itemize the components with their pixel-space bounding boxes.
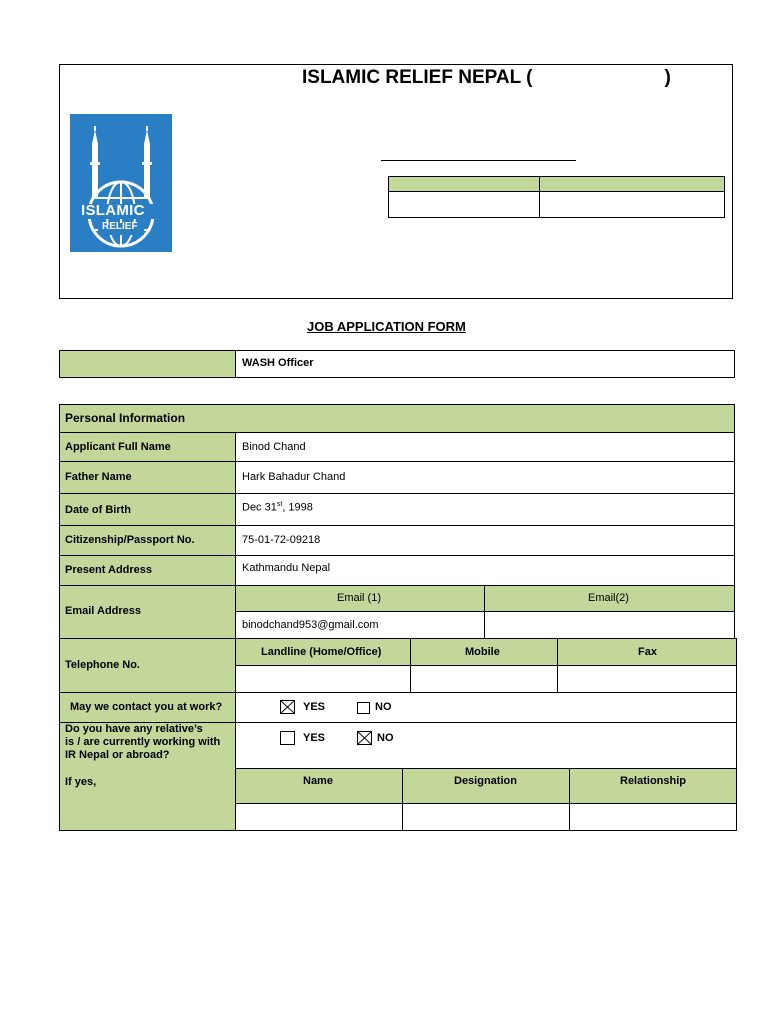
contact-work-yes-label: YES (303, 701, 326, 713)
address-field[interactable] (235, 555, 735, 586)
mobile-header-label: Mobile (465, 646, 500, 658)
relatives-label-line1: Do you have any relative’s (65, 723, 203, 735)
relatives-if-yes-label: If yes, (65, 776, 97, 788)
logo-text-islamic: ISLAMIC (81, 202, 145, 219)
relatives-no-checkbox[interactable] (357, 731, 372, 745)
org-title-text: ISLAMIC RELIEF NEPAL ( (302, 67, 533, 88)
position-value-cell[interactable] (235, 350, 735, 378)
org-title (302, 67, 671, 89)
checked-x-icon (281, 701, 294, 713)
ref-table-header-2 (539, 176, 725, 192)
checked-x-icon (358, 732, 371, 744)
form-title: JOB APPLICATION FORM (307, 319, 466, 334)
email-1-header (235, 585, 485, 612)
islamic-relief-logo (70, 114, 172, 252)
mobile-header (410, 638, 558, 666)
contact-work-field (235, 692, 737, 723)
contact-work-no-label: NO (375, 701, 392, 713)
email-2-field[interactable] (484, 611, 735, 639)
email-1-header-label: Email (1) (337, 592, 382, 604)
position-label-cell (59, 350, 236, 378)
email-label-cell (59, 585, 236, 639)
relatives-label-line2: is / are currently working with (65, 736, 221, 748)
email-2-header-label: Email(2) (588, 592, 629, 604)
fax-header (557, 638, 737, 666)
full-name-value: Binod Chand (242, 441, 306, 453)
relatives-relationship-field[interactable] (569, 803, 737, 831)
landline-header-label: Landline (Home/Office) (261, 646, 382, 658)
dob-value (242, 501, 313, 514)
contact-work-no-checkbox[interactable] (357, 702, 370, 714)
relatives-name-field[interactable] (235, 803, 403, 831)
father-name-value: Hark Bahadur Chand (242, 471, 346, 483)
relatives-relationship-header (569, 768, 737, 804)
email-label: Email Address (65, 605, 142, 617)
email-1-value: binodchand953@gmail.com (242, 619, 379, 631)
dob-label: Date of Birth (65, 504, 131, 516)
ref-table-value-2[interactable] (539, 191, 725, 218)
full-name-field[interactable] (235, 432, 735, 462)
logo-text-relief: RELIEF (102, 221, 138, 232)
dob-value-year: , 1998 (282, 501, 313, 514)
relatives-answer-field (235, 722, 737, 769)
personal-section-title: Personal Information (65, 411, 186, 425)
dob-value-suffix: st (276, 501, 283, 508)
position-value: WASH Officer (242, 357, 314, 369)
contact-work-yes-checkbox[interactable] (280, 700, 295, 714)
fax-header-label: Fax (638, 646, 657, 658)
full-name-label-cell (59, 432, 236, 462)
telephone-label-cell (59, 638, 236, 693)
citizenship-label: Citizenship/Passport No. (65, 534, 195, 546)
dob-label-cell (59, 493, 236, 526)
contact-work-label-cell (59, 692, 236, 723)
address-value: Kathmandu Nepal (242, 562, 331, 574)
relatives-no-label: NO (377, 732, 394, 744)
relatives-designation-field[interactable] (402, 803, 570, 831)
dob-value-day: Dec 31 (242, 501, 277, 514)
email-2-header (484, 585, 735, 612)
relatives-relationship-header-label: Relationship (620, 775, 687, 787)
father-name-label: Father Name (65, 471, 132, 483)
citizenship-value: 75-01-72-09218 (242, 534, 321, 546)
father-name-label-cell (59, 461, 236, 494)
ref-table-value-1[interactable] (388, 191, 540, 218)
dob-field[interactable] (235, 493, 735, 526)
father-name-field[interactable] (235, 461, 735, 494)
relatives-name-header-label: Name (303, 775, 333, 787)
citizenship-field[interactable] (235, 525, 735, 556)
address-label-cell (59, 555, 236, 586)
telephone-label: Telephone No. (65, 659, 140, 671)
personal-section-header (59, 404, 735, 433)
relatives-yes-checkbox[interactable] (280, 731, 295, 745)
landline-field[interactable] (235, 665, 411, 693)
contact-work-label: May we contact you at work? (70, 701, 223, 713)
signature-line (381, 160, 576, 161)
full-name-label: Applicant Full Name (65, 441, 171, 453)
relatives-yes-label: YES (303, 732, 326, 744)
ref-table-header-1 (388, 176, 540, 192)
relatives-designation-header (402, 768, 570, 804)
org-title-close: ) (664, 67, 671, 88)
address-label: Present Address (65, 564, 153, 576)
relatives-name-header (235, 768, 403, 804)
email-1-field[interactable] (235, 611, 485, 639)
relatives-designation-header-label: Designation (454, 775, 517, 787)
citizenship-label-cell (59, 525, 236, 556)
relatives-label-line3: IR Nepal or abroad? (65, 749, 170, 761)
fax-field[interactable] (557, 665, 737, 693)
mobile-field[interactable] (410, 665, 558, 693)
landline-header (235, 638, 411, 666)
relatives-label-cell (59, 722, 236, 831)
